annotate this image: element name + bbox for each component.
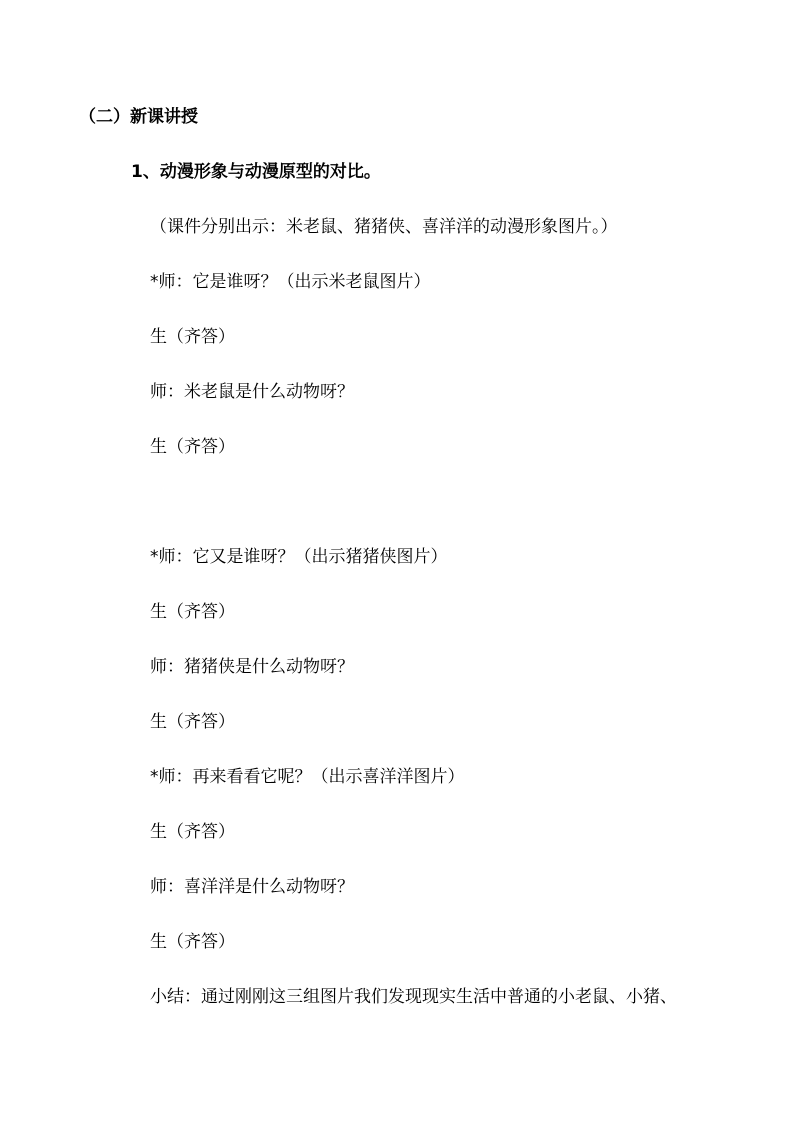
section-heading: （二）新课讲授 xyxy=(79,107,198,127)
teacher-line-3: *师：它又是谁呀？（出示猪猪侠图片） xyxy=(150,547,448,567)
teacher-line-2: 师：米老鼠是什么动物呀？ xyxy=(150,382,354,402)
teacher-line-1: *师：它是谁呀？（出示米老鼠图片） xyxy=(150,272,431,292)
teacher-line-4: 师：猪猪侠是什么动物呀？ xyxy=(150,657,354,677)
student-line-3: 生（齐答） xyxy=(150,602,235,622)
summary-line: 小结：通过刚刚这三组图片我们发现现实生活中普通的小老鼠、小猪、 xyxy=(150,987,677,1007)
student-line-1: 生（齐答） xyxy=(150,327,235,347)
student-line-6: 生（齐答） xyxy=(150,932,235,952)
student-line-5: 生（齐答） xyxy=(150,822,235,842)
student-line-2: 生（齐答） xyxy=(150,437,235,457)
teacher-line-5: *师：再来看看它呢？（出示喜洋洋图片） xyxy=(150,767,465,787)
subheading: 1、动漫形象与动漫原型的对比。 xyxy=(131,162,381,182)
courseware-note: （课件分别出示：米老鼠、猪猪侠、喜洋洋的动漫形象图片。） xyxy=(150,217,618,237)
student-line-4: 生（齐答） xyxy=(150,712,235,732)
teacher-line-6: 师：喜洋洋是什么动物呀？ xyxy=(150,877,354,897)
